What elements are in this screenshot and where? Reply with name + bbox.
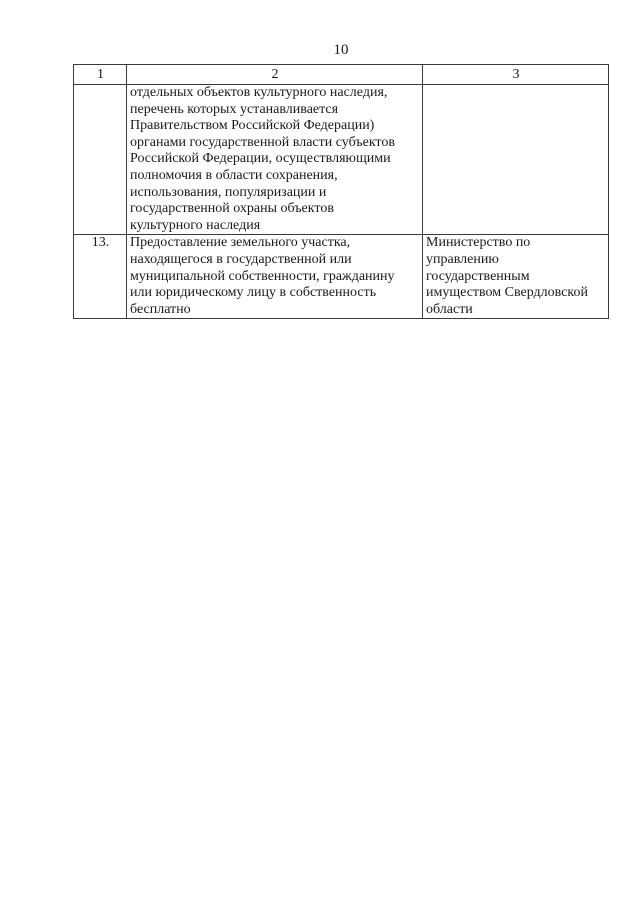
description-line: муниципальной собственности, гражданину	[130, 268, 395, 284]
authority-line: управлению	[426, 251, 499, 267]
description-line: государственной охраны объектов	[130, 201, 334, 217]
description-line: культурного наследия	[130, 217, 261, 233]
responsible-authority	[423, 235, 609, 319]
row-number	[74, 85, 127, 235]
description-line: или юридическому лицу в собственность	[130, 285, 377, 301]
responsible-authority	[423, 85, 609, 235]
description-line: бесплатно	[130, 301, 191, 317]
description-line: полномочия в области сохранения,	[130, 167, 338, 183]
description-line: перечень которых устанавливается	[130, 101, 339, 117]
table-header-row	[74, 65, 609, 85]
authority-line: Министерство по	[426, 235, 531, 251]
row-number: 13.	[74, 235, 127, 319]
header-column-number: 1	[74, 65, 127, 85]
service-description	[127, 235, 423, 319]
authority-line: государственным	[426, 268, 530, 284]
service-description	[127, 85, 423, 235]
description-line: отдельных объектов культурного наследия,	[130, 85, 388, 100]
authority-line: имуществом Свердловской	[426, 285, 588, 301]
description-line: Предоставление земельного участка,	[130, 235, 351, 251]
description-line: Российской Федерации, осуществляющими	[130, 151, 391, 167]
header-column-authority: 3	[423, 65, 609, 85]
header-column-description: 2	[127, 65, 423, 85]
description-line: Правительством Российской Федерации)	[130, 118, 375, 134]
table-row	[74, 85, 609, 235]
page-number: 10	[333, 42, 349, 58]
description-line: находящегося в государственной или	[130, 251, 352, 267]
services-table	[73, 64, 609, 319]
table-row	[74, 235, 609, 319]
description-line: органами государственной власти субъектов	[130, 134, 395, 150]
description-line: использования, популяризации и	[130, 184, 327, 200]
authority-line: области	[426, 301, 473, 317]
